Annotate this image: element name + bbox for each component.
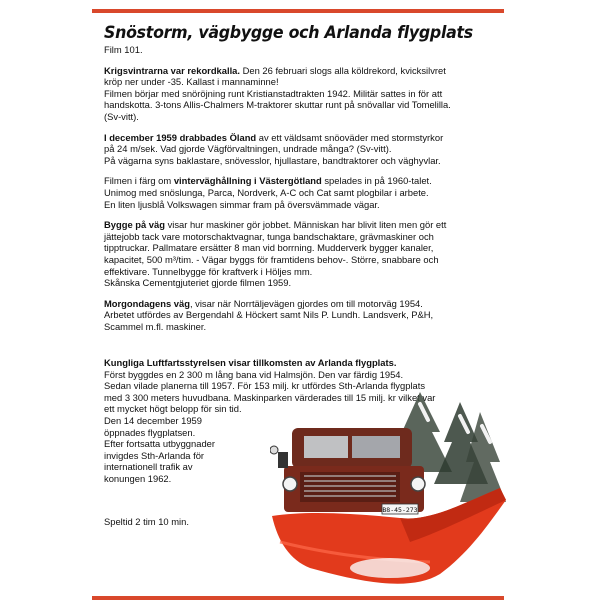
film-number: Film 101. [104, 44, 143, 55]
section-heading: I december 1959 drabbades Öland [104, 131, 257, 143]
section-line: På vägarna syns baklastare, snövesslor, hjullastare, bandtraktorer och väghyvlar. [104, 154, 441, 166]
section-line: Filmen börjar med snöröjning runt Kristianstadtrakten 1942. Militär sattes in för att [104, 87, 443, 99]
section-line: jättejobb tack vare motorschaktvagnar, tunga bandschaktare, grävmaskiner och [104, 230, 434, 242]
section-line: En liten ljusblå Volkswagen simmar fram på översvämmade vägar. [104, 198, 380, 210]
section-line: effektivare. Tunnelbygge för kraftverk i Höljes mm. [104, 265, 313, 277]
section-line: Skånska Cementgjuteriet gjorde filmen 1959. [104, 277, 292, 289]
section-line: Efter fortsatta utbyggnader [104, 438, 216, 450]
section-morgondagens-vag [104, 298, 504, 333]
section-line: handskotta. 3-tons Allis-Chalmers M-traktorer skuttar runt på snövallar vid Tomelilla. [104, 99, 451, 111]
section-line: öppnades flygplatsen. [104, 426, 196, 438]
section-line: invigdes Sth-Arlanda för [104, 449, 205, 461]
running-time: Speltid 2 tim 10 min. [104, 516, 189, 527]
license-plate: B8-45-273 [382, 506, 418, 514]
section-line: internationell trafik av [104, 461, 193, 473]
page-title: Snöstorm, vägbygge och Arlanda flygplats [104, 23, 473, 43]
section-line: på 24 m/sek. Vad gjorde Vägförvaltningen, undrade många? (Sv-vitt). [104, 143, 392, 155]
document-body [104, 22, 504, 341]
section-bygge-pa-vag [104, 219, 504, 289]
bottom-rule [92, 596, 504, 600]
section-line: Filmen i färg om [104, 175, 174, 187]
section-krigsvintrarna [104, 65, 504, 123]
section-line: Den 14 december 1959 [104, 414, 202, 426]
snowplow-truck-photo [270, 392, 506, 592]
section-line: spelades in på 1960-talet. [321, 175, 432, 187]
section-line: tipptruckar. Pallmatare ersätter 8 man vid borrning. Mudderverk bygger kanaler, [104, 242, 434, 254]
section-line: Den 26 februari slogs alla köldrekord, kvicksilvret [240, 64, 446, 76]
section-line: Arbetet utfördes av Bergendahl & Höckert samt Nils P. Lundh. Landsverk, P&H, [104, 309, 434, 321]
section-heading: Morgondagens väg [104, 297, 190, 309]
section-heading: vinterväghållning i Västergötland [173, 175, 322, 187]
section-heading: Bygge på väg [104, 219, 165, 231]
section-line: , visar när Norrtäljevägen gjordes om till motorväg 1954. [189, 297, 423, 309]
section-line: visar hur maskiner gör jobbet. Människan har blivit liten men gör ett [164, 219, 447, 231]
section-heading: Krigsvintrarna var rekordkalla. [104, 64, 241, 76]
truck-body [270, 428, 425, 514]
section-line: ett mycket högt belopp för sin tid. [104, 403, 242, 415]
section-heading: Kungliga Luftfartsstyrelsen visar tillkomsten av Arlanda flygplats. [104, 357, 397, 368]
section-line: konungen 1962. [104, 472, 172, 484]
section-line: Sedan vilade planerna till 1957. För 153 milj. kr utfördes Sth-Arlanda flygplats [104, 380, 426, 392]
section-line: (Sv-vitt). [104, 110, 139, 122]
section-line: kapacitet, 500 m³/tim. - Vägar byggs för framtidens behov-. Större, snabbare och [104, 253, 439, 265]
section-line: Scammel m.fl. maskiner. [104, 320, 207, 332]
section-line: med 3 300 meters huvudbana. Maskinparken värderades till 15 milj. kr vilket var [104, 391, 436, 403]
section-line: kröp ner under -35. Kallast i mannaminne! [104, 76, 279, 88]
section-oland [104, 132, 504, 167]
section-line: av ett väldsamt snöoväder med stormstyrkor [256, 131, 444, 143]
section-line: Först byggdes en 2 300 m lång bana vid Halmsjön. Den var färdig 1954. [104, 368, 404, 380]
top-rule [92, 9, 504, 13]
section-line: Unimog med snöslunga, Parca, Nordverk, A-C och Cat samt plogbilar i arbete. [104, 186, 429, 198]
section-vastergotland [104, 175, 504, 210]
